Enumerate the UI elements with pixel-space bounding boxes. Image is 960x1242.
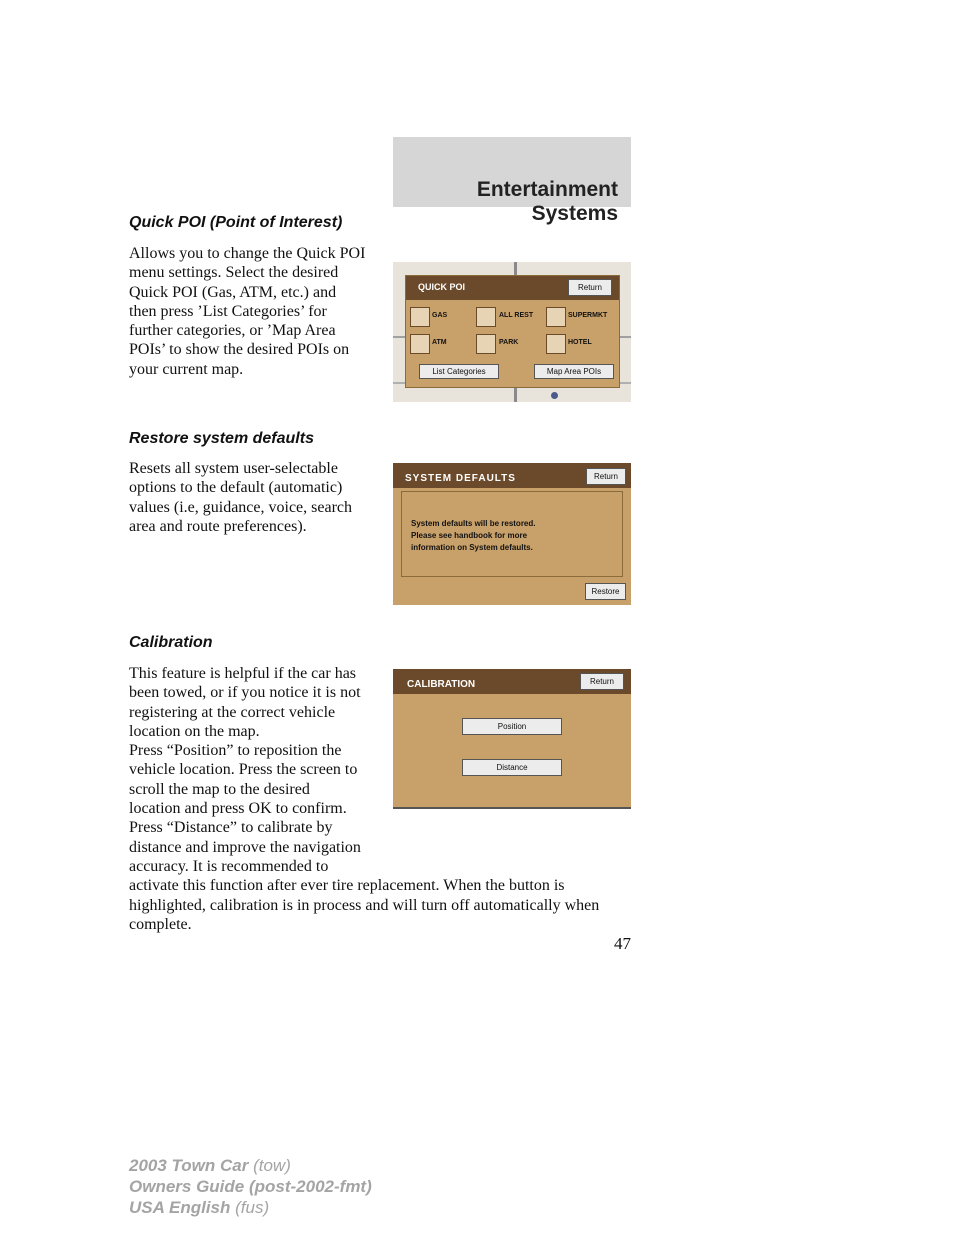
poi-label-hotel: HOTEL bbox=[568, 339, 592, 346]
poi-checkbox-supermkt[interactable] bbox=[546, 307, 566, 327]
section-heading-restore-defaults: Restore system defaults bbox=[129, 430, 314, 447]
calibration-screenshot bbox=[393, 669, 631, 809]
system-defaults-title: SYSTEM DEFAULTS bbox=[405, 473, 516, 484]
section-text-restore-defaults: Resets all system user-selectable options to the default (automatic) values (i.e, guidance, voice, search area and route preferences). bbox=[129, 460, 353, 535]
poi-checkbox-hotel[interactable] bbox=[546, 334, 566, 354]
quick-poi-screenshot bbox=[393, 262, 631, 402]
poi-label-atm: ATM bbox=[432, 339, 447, 346]
quick-poi-panel bbox=[405, 275, 620, 388]
footer-model: 2003 Town Car bbox=[129, 1156, 249, 1175]
position-button[interactable]: Position bbox=[462, 718, 562, 735]
calibration-title: CALIBRATION bbox=[407, 679, 476, 690]
footer-language: USA English bbox=[129, 1198, 231, 1217]
system-defaults-message: System defaults will be restored. Please see handbook for more information on System defaults. bbox=[411, 519, 536, 552]
poi-label-park: PARK bbox=[499, 339, 519, 346]
poi-label-all-rest: ALL REST bbox=[499, 312, 534, 319]
quick-poi-title: QUICK POI bbox=[418, 282, 466, 292]
footer-model-code: (tow) bbox=[248, 1156, 291, 1175]
distance-button[interactable]: Distance bbox=[462, 759, 562, 776]
footer-language-code: (fus) bbox=[230, 1198, 270, 1217]
poi-label-gas: GAS bbox=[432, 312, 448, 319]
footer-line-3 bbox=[129, 1198, 269, 1218]
map-area-pois-button[interactable]: Map Area POIs bbox=[534, 364, 614, 379]
poi-checkbox-gas[interactable] bbox=[410, 307, 430, 327]
poi-label-supermkt: SUPERMKT bbox=[568, 312, 608, 319]
list-categories-button[interactable]: List Categories bbox=[419, 364, 499, 379]
poi-checkbox-all-rest[interactable] bbox=[476, 307, 496, 327]
page-header-title: Entertainment Systems bbox=[476, 178, 618, 225]
poi-checkbox-atm[interactable] bbox=[410, 334, 430, 354]
calibration-return-button[interactable]: Return bbox=[580, 673, 624, 690]
section-heading-calibration: Calibration bbox=[129, 634, 213, 651]
footer-line-2 bbox=[129, 1177, 372, 1197]
section-heading-quick-poi: Quick POI (Point of Interest) bbox=[129, 214, 343, 231]
section-text-calibration: This feature is helpful if the car has been towed, or if you notice it is not registering at the correct vehicle location on the map. Press “Position” to reposition the vehicle location. Press the screen to scroll the map to the desired location and press OK to confirm. Press “Distance” to calibrate by distance and improve the navigation accuracy. It is recommended to activate this function after ever tire replacement. When the button is highlighted, calibration is in process and will turn off automatically when complete. bbox=[129, 665, 600, 933]
map-pin-icon bbox=[551, 392, 558, 399]
poi-checkbox-park[interactable] bbox=[476, 334, 496, 354]
section-text-quick-poi: Allows you to change the Quick POI menu settings. Select the desired Quick POI (Gas, ATM, etc.) and then press ’List Categories’ for further categories, or ’Map Area POIs’ to show the desired POIs on your current map. bbox=[129, 245, 366, 378]
quick-poi-return-button[interactable]: Return bbox=[568, 279, 612, 296]
restore-button[interactable]: Restore bbox=[585, 583, 626, 600]
page-number: 47 bbox=[614, 934, 631, 953]
footer-line-1 bbox=[129, 1156, 291, 1176]
footer-guide: Owners Guide (post-2002-fmt) bbox=[129, 1177, 372, 1196]
system-defaults-return-button[interactable]: Return bbox=[586, 468, 626, 485]
system-defaults-screenshot bbox=[393, 463, 631, 605]
